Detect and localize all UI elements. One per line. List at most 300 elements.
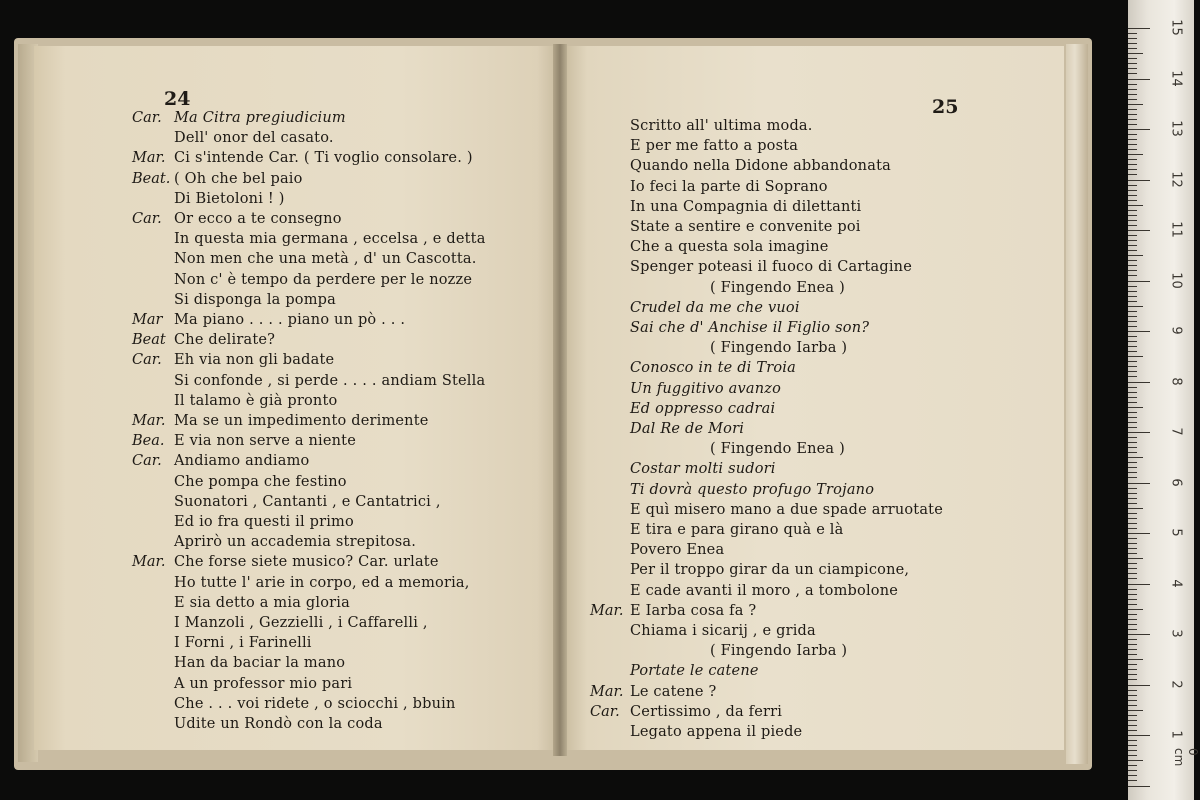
verse-text: Legato appena il piede [630,724,803,740]
ruler-label: 8 [1168,376,1184,386]
speaker-label: Car. [590,703,620,720]
text-line [174,433,356,449]
ruler-tick [1128,619,1137,620]
ruler-label: 5 [1168,528,1184,537]
ruler-tick [1128,568,1137,569]
ruler-tick [1128,518,1137,519]
ruler-label: 14 [1168,69,1184,87]
text-line [174,231,486,247]
ruler-tick [1128,700,1137,701]
ruler-tick [1128,104,1143,105]
ruler-tick [1128,79,1150,80]
ruler-tick [1128,634,1150,635]
ruler-tick [1128,548,1137,549]
verse-text: Eh via non gli badate [174,352,335,369]
verse-text: Di Bietoloni ! ) [174,190,285,207]
verse-text: Si confonde , si perde . . . . andiam Stella [174,372,486,389]
ruler-label: 4 [1168,578,1184,588]
verse-text: ( Fingendo Enea ) [710,279,845,296]
text-line [630,542,724,558]
ruler-tick [1128,89,1137,90]
ruler-tick [1128,654,1137,655]
text-line [630,724,802,740]
verse-text: Il talamo è già pronto [174,392,338,409]
text-line [174,211,342,227]
text-line [174,595,350,611]
ruler-tick [1128,134,1137,135]
ruler-tick [1128,720,1137,721]
ruler-tick [1128,493,1137,494]
ruler-tick [1128,584,1150,585]
verse-text: ( Fingendo Iarba ) [710,643,848,660]
text-line [630,381,781,397]
ruler-tick [1128,644,1137,645]
ruler-tick [1128,119,1137,120]
ruler-tick [1128,164,1137,165]
ruler-tick [1128,392,1137,393]
ruler-tick [1128,53,1143,54]
ruler-tick [1128,139,1137,140]
ruler-tick [1128,483,1150,484]
ruler-tick [1128,432,1150,433]
verse-text: E quì misero mano a due spade arruotate [630,501,943,518]
verse-text: Ti dovrà questo profugo Trojano [630,481,875,498]
verse-text: Conosco in te di Troia [630,360,796,377]
text-line [630,421,744,437]
ruler-tick [1128,361,1137,362]
verse-text: Dal Re de Mori [630,421,745,437]
ruler-tick [1128,48,1137,49]
text-line [174,554,439,570]
ruler-tick [1128,604,1137,605]
ruler-tick [1128,144,1137,145]
ruler-tick [1128,715,1137,716]
speaker-label: Car. [132,352,162,369]
ruler-tick [1128,397,1137,398]
verse-text: Ma piano . . . . piano un pò . . . [174,312,406,328]
verse-text: Ci s'intende Car. ( Ti voglio consolare. ) [174,150,473,167]
ruler-label: 11 [1168,221,1184,238]
ruler-tick [1128,210,1137,211]
ruler-tick [1128,73,1137,74]
ruler-tick [1128,230,1150,231]
ruler-tick [1128,341,1137,342]
ruler-tick [1128,508,1143,509]
text-line [174,393,337,409]
text-line [174,696,456,712]
ruler-tick [1128,220,1137,221]
speaker-label: Beat. [132,170,171,187]
ruler-tick [1128,467,1137,468]
verse-text: Sai che d' Anchise il Figlio son? [630,320,870,336]
ruler-label: 9 [1168,326,1184,335]
verse-text: Certissimo , da ferri [630,703,783,720]
ruler-label: 2 [1168,679,1184,689]
ruler-tick [1128,669,1137,670]
ruler-label: 6 [1168,477,1184,487]
ruler-tick [1128,351,1137,352]
ruler-tick [1128,225,1137,226]
verse-text: E Iarba cosa fa ? [630,602,757,619]
speaker-label: Beat [132,332,166,349]
verse-text: Le catene ? [630,683,717,700]
ruler-tick [1128,382,1150,383]
ruler-tick [1128,68,1137,69]
ruler-tick [1128,786,1150,787]
ruler-label: 12 [1168,170,1184,188]
text-line [630,360,796,376]
ruler-tick [1128,240,1137,241]
text-line [630,219,861,235]
ruler-tick [1128,291,1137,292]
ruler-tick [1128,250,1137,251]
ruler-tick [1128,200,1137,201]
ruler-tick [1128,407,1143,408]
ruler-tick [1128,503,1137,504]
ruler-tick [1128,281,1150,282]
verse-text: Povero Enea [630,542,725,559]
ruler-label: 1 [1168,730,1184,739]
ruler-tick [1128,331,1150,332]
verse-text: Chiama i sicarij , e grida [630,623,816,639]
verse-text: Che . . . voi ridete , o sciocchi , bbuin [174,695,456,712]
verse-text: E tira e para girano quà e là [630,522,844,538]
ruler-tick [1128,84,1137,85]
ruler-tick [1128,205,1143,206]
verse-text: Scritto all' ultima moda. [630,118,813,134]
verse-text: Non men che una metà , d' un Cascotta. [174,251,477,268]
text-line [630,320,869,336]
verse-text: Portate le catene [630,663,759,680]
ruler-tick [1128,245,1137,246]
right-page [562,46,1064,750]
text-line [174,373,485,389]
verse-text: Ed oppresso cadrai [630,400,776,417]
ruler-tick [1128,402,1137,403]
text-line [630,482,874,498]
verse-text: Io feci la parte di Soprano [630,178,828,195]
verse-text: Udite un Rondò con la coda [174,716,383,732]
verse-text: Che pompa che festino [174,473,347,490]
ruler-tick [1128,599,1137,600]
ruler-tick [1128,129,1150,130]
text-line [630,199,861,215]
measuring-ruler [1128,0,1194,800]
ruler-tick [1128,366,1137,367]
verse-text: Per il troppo girar da un ciampicone, [630,562,910,579]
ruler-tick [1128,215,1137,216]
ruler-tick [1128,674,1137,675]
text-line [630,663,759,679]
text-line [174,615,428,631]
ruler-tick [1128,735,1150,736]
speaker-label: Mar. [590,602,624,619]
verse-text: Dell' onor del casato. [174,130,334,147]
ruler-tick [1128,412,1137,413]
ruler-tick [1128,624,1137,625]
text-line [174,130,334,146]
text-line [174,332,275,348]
left-page [34,46,558,750]
ruler-tick [1128,154,1143,155]
text-line [174,272,472,288]
ruler-label: 3 [1168,629,1184,638]
verse-text: Che delirate? [174,332,276,349]
text-line [630,300,800,316]
text-line [630,684,717,700]
text-line [630,401,775,417]
ruler-tick [1128,543,1137,544]
ruler-tick [1128,169,1137,170]
ruler-tick [1128,725,1137,726]
ruler-tick [1128,159,1137,160]
speaker-label: Bea. [132,433,165,450]
ruler-tick [1128,43,1137,44]
verse-text: E via non serve a niente [174,433,356,450]
verse-text: E sia detto a mia gloria [174,594,350,611]
ruler-tick [1128,174,1137,175]
ruler-tick [1128,422,1137,423]
ruler-tick [1128,109,1137,110]
speaker-label: Car. [132,110,162,126]
text-line [174,413,429,429]
ruler-tick [1128,275,1137,276]
ruler-tick [1128,28,1150,29]
ruler-tick [1128,609,1143,610]
verse-text: Crudel da me che vuoi [630,299,800,316]
ruler-tick [1128,533,1150,534]
text-line [174,676,352,692]
verse-text: I Forni , i Farinelli [174,635,312,652]
ruler-tick [1128,705,1137,706]
text-line [174,635,312,651]
book-gutter [553,44,567,756]
text-line [174,352,334,368]
ruler-tick [1128,730,1137,731]
ruler-tick [1128,538,1137,539]
speaker-label: Mar [132,312,163,328]
text-line [174,494,441,510]
verse-text: ( Fingendo Enea ) [710,441,845,458]
ruler-tick [1128,311,1137,312]
speaker-label: Mar. [132,413,166,429]
ruler-tick [1128,286,1137,287]
ruler-tick [1128,336,1137,337]
verse-text: Costar molti sudori [630,461,776,478]
ruler-tick [1128,180,1150,181]
verse-text: In questa mia germana , eccelsa , e detta [174,231,486,248]
verse-text: Spenger poteasi il fuoco di Cartagine [630,259,912,276]
ruler-tick [1128,690,1137,691]
verse-text: Han da baciar la mano [174,655,346,672]
ruler-tick [1128,659,1143,660]
ruler-tick [1128,578,1137,579]
verse-text: Ma Citra pregiudicium [174,110,346,126]
text-line [630,603,756,619]
text-line [174,474,347,490]
text-line [174,292,336,308]
ruler-tick [1128,99,1137,100]
text-line [630,522,843,538]
ruler-label: 13 [1168,120,1184,137]
ruler-tick [1128,437,1137,438]
ruler-label: 7 [1168,427,1184,436]
ruler-tick [1128,301,1137,302]
ruler-tick [1128,235,1137,236]
text-line [174,716,383,732]
text-line [174,191,285,207]
verse-text: I Manzoli , Gezzielli , i Caffarelli , [174,615,428,631]
ruler-tick [1128,775,1137,776]
verse-text: In una Compagnia di dilettanti [630,198,862,215]
ruler-tick [1128,427,1137,428]
text-line [174,251,477,267]
ruler-tick [1128,498,1137,499]
ruler-label: 15 [1168,19,1184,36]
ruler-tick [1128,190,1137,191]
ruler-tick [1128,321,1137,322]
ruler-tick [1128,594,1137,595]
ruler-tick [1128,513,1137,514]
verse-text: ( Fingendo Iarba ) [710,340,848,357]
text-line [174,110,346,126]
ruler-tick [1128,695,1137,696]
text-line [174,171,303,187]
ruler-tick [1128,63,1137,64]
text-line [174,453,310,469]
text-line [630,704,782,720]
ruler-tick [1128,387,1137,388]
ruler-tick [1128,629,1137,630]
ruler-label: 10 [1168,271,1184,289]
text-line [630,502,943,518]
ruler-tick [1128,710,1143,711]
text-line [174,655,345,671]
ruler-unit: 0 cm [1172,748,1200,767]
text-line [630,461,776,477]
ruler-tick [1128,58,1137,59]
verse-text: Ed io fra questi il primo [174,514,354,530]
verse-text: Non c' è tempo da perdere per le nozze [174,271,473,288]
ruler-tick [1128,442,1137,443]
speaker-label: Mar. [132,150,166,167]
verse-text: A un professor mio pari [174,675,353,692]
ruler-tick [1128,563,1137,564]
ruler-tick [1128,745,1137,746]
ruler-tick [1128,124,1137,125]
ruler-tick [1128,760,1143,761]
text-line [630,259,912,275]
ruler-tick [1128,94,1137,95]
text-line [630,118,813,134]
ruler-tick [1128,149,1137,150]
ruler-tick [1128,740,1137,741]
ruler-tick [1128,265,1137,266]
verse-text: Or ecco a te consegno [174,211,342,227]
text-line [174,150,473,166]
ruler-tick [1128,462,1137,463]
book-right-edge [1066,44,1088,764]
ruler-tick [1128,523,1137,524]
ruler-tick [1128,649,1137,650]
verse-text: Si disponga la pompa [174,291,337,308]
ruler-tick [1128,614,1137,615]
text-line [710,280,845,296]
ruler-tick [1128,457,1143,458]
ruler-tick [1128,750,1137,751]
verse-text: E cade avanti il moro , a tombolone [630,582,899,599]
ruler-tick [1128,326,1137,327]
speaker-label: Mar. [132,554,166,571]
ruler-tick [1128,770,1137,771]
ruler-tick [1128,528,1137,529]
ruler-tick [1128,477,1137,478]
ruler-tick [1128,664,1137,665]
ruler-tick [1128,452,1137,453]
text-line [630,623,816,639]
verse-text: State a sentire e convenite poi [630,219,861,235]
verse-text: Aprirò un accademia strepitosa. [174,534,417,551]
text-line [630,562,909,578]
verse-text: Che forse siete musico? Car. urlate [174,554,439,571]
ruler-tick [1128,255,1143,256]
text-line [630,179,828,195]
speaker-label: Car. [132,453,162,470]
verse-text: E per me fatto a posta [630,138,799,155]
ruler-tick [1128,573,1137,574]
verse-text: Quando nella Didone abbandonata [630,158,891,175]
ruler-tick [1128,114,1137,115]
text-line [630,158,891,174]
ruler-tick [1128,260,1137,261]
ruler-tick [1128,679,1137,680]
verse-text: Che a questa sola imagine [630,239,829,256]
ruler-tick [1128,472,1137,473]
page-number-left: 24 [164,88,191,110]
text-line [174,312,405,328]
verse-text: Suonatori , Cantanti , e Cantatrici , [174,493,441,510]
page-number-right: 25 [932,96,959,118]
verse-text: Ma se un impedimento derimente [174,413,429,429]
ruler-tick [1128,346,1137,347]
verse-text: Un fuggitivo avanzo [630,380,782,397]
text-line [630,583,898,599]
text-line [710,643,847,659]
ruler-tick [1128,195,1137,196]
ruler-tick [1128,356,1143,357]
ruler-tick [1128,558,1143,559]
ruler-tick [1128,765,1137,766]
ruler-tick [1128,639,1137,640]
speaker-label: Mar. [590,683,624,700]
ruler-tick [1128,488,1137,489]
ruler-tick [1128,553,1137,554]
text-line [174,534,416,550]
text-line [630,138,798,154]
ruler-tick [1128,780,1137,781]
text-line [710,441,845,457]
verse-text: Ho tutte l' arie in corpo, ed a memoria, [174,574,470,591]
ruler-tick [1128,685,1150,686]
ruler-tick [1128,270,1137,271]
text-line [174,575,470,591]
ruler-tick [1128,38,1137,39]
ruler-tick [1128,589,1137,590]
ruler-tick [1128,417,1137,418]
ruler-tick [1128,316,1137,317]
ruler-tick [1128,447,1137,448]
ruler-tick [1128,371,1137,372]
